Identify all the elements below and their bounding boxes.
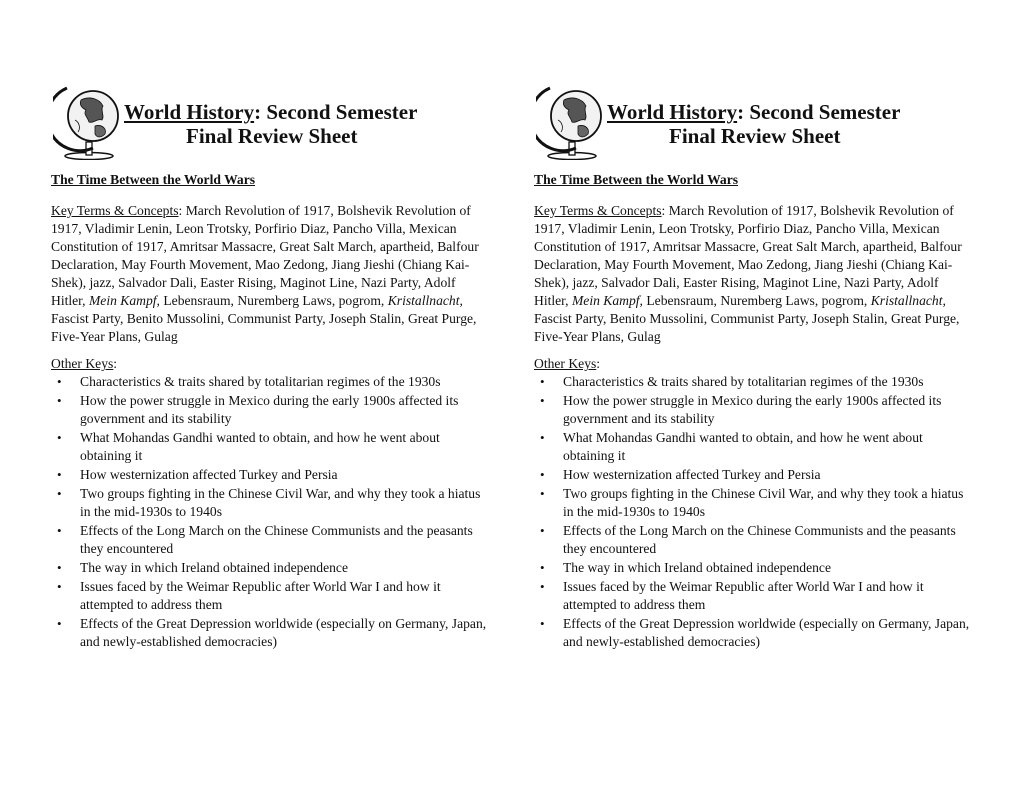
bullet-icon: • xyxy=(540,393,545,408)
bullet-icon: • xyxy=(57,616,62,631)
bullet-icon: • xyxy=(540,374,545,389)
bullet-icon: • xyxy=(540,579,545,594)
list-item: • Two groups fighting in the Chinese Civil War, and why they took a hiatus in the mid-1930s to 1940s xyxy=(57,486,481,519)
bullet-icon: • xyxy=(57,579,62,594)
bullet-icon: • xyxy=(57,523,62,538)
bullet-icon: • xyxy=(540,467,545,482)
list-item: • Effects of the Great Depression worldwide (especially on Germany, Japan, and newly-established democracies) xyxy=(540,616,970,649)
page-subtitle: Final Review Sheet xyxy=(186,124,358,148)
list-item: • The way in which Ireland obtained independence xyxy=(57,560,348,575)
other-keys-label: Other Keys: xyxy=(51,356,118,371)
section-heading: The Time Between the World Wars xyxy=(534,172,739,187)
review-sheet-left xyxy=(51,78,491,652)
list-item: • Characteristics & traits shared by totalitarian regimes of the 1930s xyxy=(540,374,924,389)
globe-icon xyxy=(536,80,608,160)
globe-icon xyxy=(53,80,125,160)
bullet-icon: • xyxy=(57,430,62,445)
sheet-header xyxy=(534,78,974,164)
list-item: • Issues faced by the Weimar Republic after World War I and how it attempted to address them xyxy=(540,579,924,612)
bullet-icon: • xyxy=(57,560,62,575)
bullet-icon: • xyxy=(57,393,62,408)
list-item: • Characteristics & traits shared by totalitarian regimes of the 1930s xyxy=(57,374,441,389)
key-terms-label: Key Terms & Concepts xyxy=(51,203,179,218)
bullet-icon: • xyxy=(540,616,545,631)
list-item: • Effects of the Great Depression worldwide (especially on Germany, Japan, and newly-established democracies) xyxy=(57,616,487,649)
bullet-icon: • xyxy=(57,374,62,389)
other-keys-list xyxy=(534,373,974,651)
list-item: • Effects of the Long March on the Chinese Communists and the peasants they encountered xyxy=(57,523,473,556)
list-item: • Issues faced by the Weimar Republic after World War I and how it attempted to address them xyxy=(57,579,441,612)
section-heading: The Time Between the World Wars xyxy=(51,172,256,187)
list-item: • How westernization affected Turkey and Persia xyxy=(57,467,338,482)
review-sheet-right xyxy=(534,78,974,652)
key-terms-paragraph: Key Terms & Concepts: March Revolution of 1917, Bolshevik Revolution of 1917, Vladimir Lenin, Leon Trotsky, Porfirio Diaz, Pancho Villa, Mexican Constitution of 1917, Amritsar Massacre, Great Salt March, apartheid, Balfour Declaration, May Fourth Movement, Mao Zedong, Jiang Jieshi (Chiang Kai-Shek), jazz, Salvador Dali, Easter Rising, Maginot Line, Nazi Party, Adolf Hitler, Mein Kampf, Lebensraum, Nuremberg Laws, pogrom, Kristallnacht, Fascist Party, Benito Mussolini, Communist Party, Joseph Stalin, Great Purge, Five-Year Plans, Gulag xyxy=(534,203,962,344)
key-terms-label: Key Terms & Concepts xyxy=(534,203,662,218)
bullet-icon: • xyxy=(57,486,62,501)
key-terms-paragraph: Key Terms & Concepts: March Revolution of 1917, Bolshevik Revolution of 1917, Vladimir Lenin, Leon Trotsky, Porfirio Diaz, Pancho Villa, Mexican Constitution of 1917, Amritsar Massacre, Great Salt March, apartheid, Balfour Declaration, May Fourth Movement, Mao Zedong, Jiang Jieshi (Chiang Kai-Shek), jazz, Salvador Dali, Easter Rising, Maginot Line, Nazi Party, Adolf Hitler, Mein Kampf, Lebensraum, Nuremberg Laws, pogrom, Kristallnacht, Fascist Party, Benito Mussolini, Communist Party, Joseph Stalin, Great Purge, Five-Year Plans, Gulag xyxy=(51,203,479,344)
bullet-icon: • xyxy=(540,430,545,445)
other-keys-label: Other Keys: xyxy=(534,356,601,371)
list-item: • What Mohandas Gandhi wanted to obtain, and how he went about obtaining it xyxy=(57,430,440,463)
page-subtitle: Final Review Sheet xyxy=(669,124,841,148)
list-item: • How the power struggle in Mexico during the early 1900s affected its government and its stability xyxy=(540,393,942,426)
other-keys-list xyxy=(51,373,491,651)
list-item: • What Mohandas Gandhi wanted to obtain, and how he went about obtaining it xyxy=(540,430,923,463)
sheet-header xyxy=(51,78,491,164)
bullet-icon: • xyxy=(57,467,62,482)
list-item: • How westernization affected Turkey and Persia xyxy=(540,467,821,482)
list-item: • Two groups fighting in the Chinese Civil War, and why they took a hiatus in the mid-1930s to 1940s xyxy=(540,486,964,519)
bullet-icon: • xyxy=(540,560,545,575)
list-item: • The way in which Ireland obtained independence xyxy=(540,560,831,575)
list-item: • How the power struggle in Mexico during the early 1900s affected its government and its stability xyxy=(57,393,459,426)
page-title: World History: Second Semester xyxy=(124,100,418,124)
bullet-icon: • xyxy=(540,486,545,501)
list-item: • Effects of the Long March on the Chinese Communists and the peasants they encountered xyxy=(540,523,956,556)
bullet-icon: • xyxy=(540,523,545,538)
page-title: World History: Second Semester xyxy=(607,100,901,124)
